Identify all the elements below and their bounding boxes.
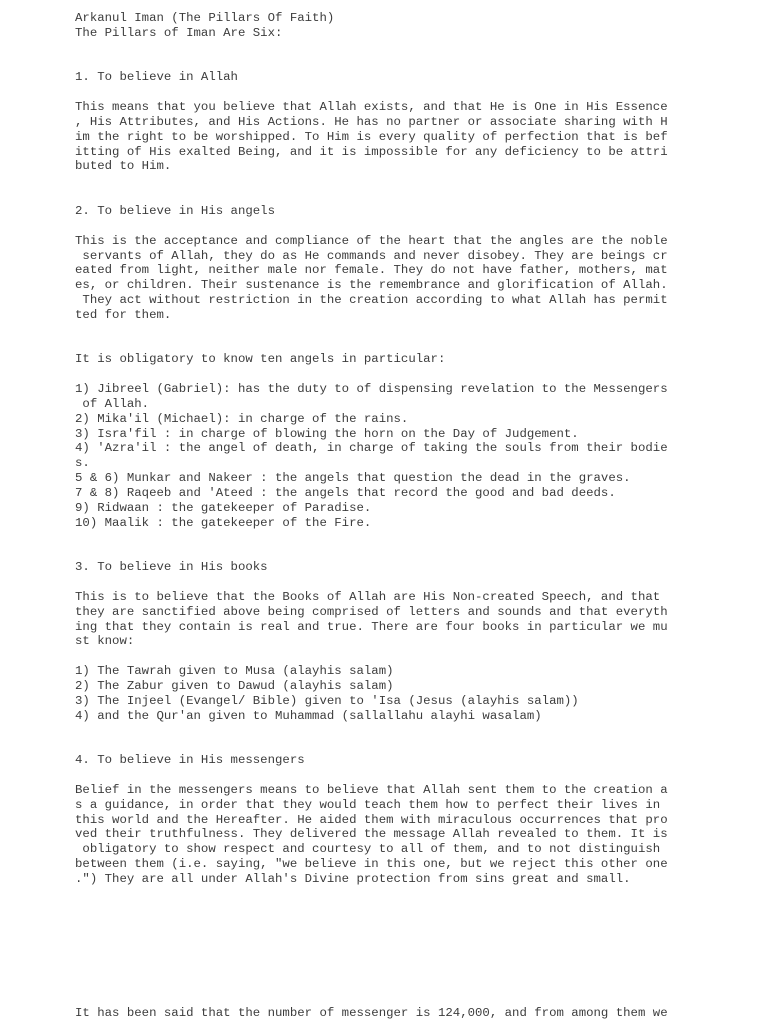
text-line: 1) The Tawrah given to Musa (alayhis salam) xyxy=(75,664,394,679)
blank-line xyxy=(75,902,695,917)
blank-line xyxy=(75,724,695,739)
text-line: 1. To believe in Allah xyxy=(75,70,238,85)
text-line: Belief in the messengers means to believe that Allah sent them to the creation a xyxy=(75,782,668,797)
blank-line xyxy=(75,174,695,189)
text-line: eated from light, neither male nor female. They do not have father, mothers, mat xyxy=(75,263,668,278)
text-line: 3) Isra'fil : in charge of blowing the horn on the Day of Judgement. xyxy=(75,426,579,441)
text-line: This is the acceptance and compliance of the heart that the angles are the noble xyxy=(75,233,668,248)
text-line: ved their truthfulness. They delivered the message Allah revealed to them. It is xyxy=(75,827,668,842)
text-line: The Pillars of Iman Are Six: xyxy=(75,25,283,40)
text-line: It has been said that the number of messenger is 124,000, and from among them we xyxy=(75,1005,668,1020)
blank-line xyxy=(75,56,695,71)
text-line: buted to Him. xyxy=(75,159,172,174)
text-line: im the right to be worshipped. To Him is every quality of perfection that is bef xyxy=(75,129,668,144)
text-line: st know: xyxy=(75,634,135,649)
text-line: 2) The Zabur given to Dawud (alayhis salam) xyxy=(75,678,394,693)
text-line: 4) 'Azra'il : the angel of death, in charge of taking the souls from their bodie xyxy=(75,441,668,456)
text-line: es, or children. Their sustenance is the remembrance and glorification of Allah. xyxy=(75,278,668,293)
text-line: obligatory to show respect and courtesy to all of them, and to not distinguish xyxy=(75,842,661,857)
text-line: Arkanul Iman (The Pillars Of Faith) xyxy=(75,11,335,25)
blank-line xyxy=(75,991,695,1006)
blank-line xyxy=(75,961,695,976)
blank-line xyxy=(75,738,695,753)
blank-line xyxy=(75,41,695,56)
text-line: 2) Mika'il (Michael): in charge of the rains. xyxy=(75,411,409,426)
text-line: This means that you believe that Allah exists, and that He is One in His Essence xyxy=(75,100,668,115)
text-line: 5 & 6) Munkar and Nakeer : the angels that question the dead in the graves. xyxy=(75,471,631,486)
text-line: This is to believe that the Books of Allah are His Non-created Speech, and that xyxy=(75,589,661,604)
text-line: ted for them. xyxy=(75,307,172,322)
text-line: between them (i.e. saying, "we believe in this one, but we reject this other one xyxy=(75,857,668,872)
text-line: They act without restriction in the creation according to what Allah has permit xyxy=(75,293,668,308)
text-line: , His Attributes, and His Actions. He has no partner or associate sharing with H xyxy=(75,114,668,129)
text-line: 7 & 8) Raqeeb and 'Ateed : the angels that record the good and bad deeds. xyxy=(75,486,616,500)
blank-line xyxy=(75,575,695,590)
text-line: 4) and the Qur'an given to Muhammad (sallallahu alayhi wasalam) xyxy=(75,708,542,723)
blank-line xyxy=(75,367,695,382)
document-text xyxy=(75,11,695,1020)
text-line: 10) Maalik : the gatekeeper of the Fire. xyxy=(75,515,372,530)
text-line: s. xyxy=(75,456,90,471)
text-line: 1) Jibreel (Gabriel): has the duty to of dispensing revelation to the Messengers xyxy=(75,382,668,397)
text-line: 2. To believe in His angels xyxy=(75,203,276,218)
blank-line xyxy=(75,189,695,204)
text-line: of Allah. xyxy=(75,396,150,411)
blank-line xyxy=(75,946,695,961)
blank-line xyxy=(75,768,695,783)
text-line: itting of His exalted Being, and it is impossible for any deficiency to be attri xyxy=(75,144,668,159)
blank-line xyxy=(75,323,695,338)
blank-line xyxy=(75,916,695,931)
text-line: .") They are all under Allah's Divine protection from sins great and small. xyxy=(75,871,631,886)
text-line: s a guidance, in order that they would teach them how to perfect their lives in xyxy=(75,797,661,812)
text-line: It is obligatory to know ten angels in particular: xyxy=(75,352,446,367)
blank-line xyxy=(75,531,695,546)
text-line: they are sanctified above being comprised of letters and sounds and that everyth xyxy=(75,604,668,619)
text-line: 4. To believe in His messengers xyxy=(75,753,305,768)
blank-line xyxy=(75,545,695,560)
blank-line xyxy=(75,85,695,100)
text-line: this world and the Hereafter. He aided them with miraculous occurrences that pro xyxy=(75,812,668,827)
text-line: ing that they contain is real and true. There are four books in particular we mu xyxy=(75,619,668,634)
blank-line xyxy=(75,649,695,664)
text-line: 3. To believe in His books xyxy=(75,560,268,575)
text-line: 9) Ridwaan : the gatekeeper of Paradise. xyxy=(75,500,372,515)
blank-line xyxy=(75,976,695,991)
text-line: 3) The Injeel (Evangel/ Bible) given to 'Isa (Jesus (alayhis salam)) xyxy=(75,693,579,708)
text-line: servants of Allah, they do as He commands and never disobey. They are beings cr xyxy=(75,248,668,263)
blank-line xyxy=(75,338,695,353)
blank-line xyxy=(75,219,695,234)
blank-line xyxy=(75,931,695,946)
blank-line xyxy=(75,887,695,902)
